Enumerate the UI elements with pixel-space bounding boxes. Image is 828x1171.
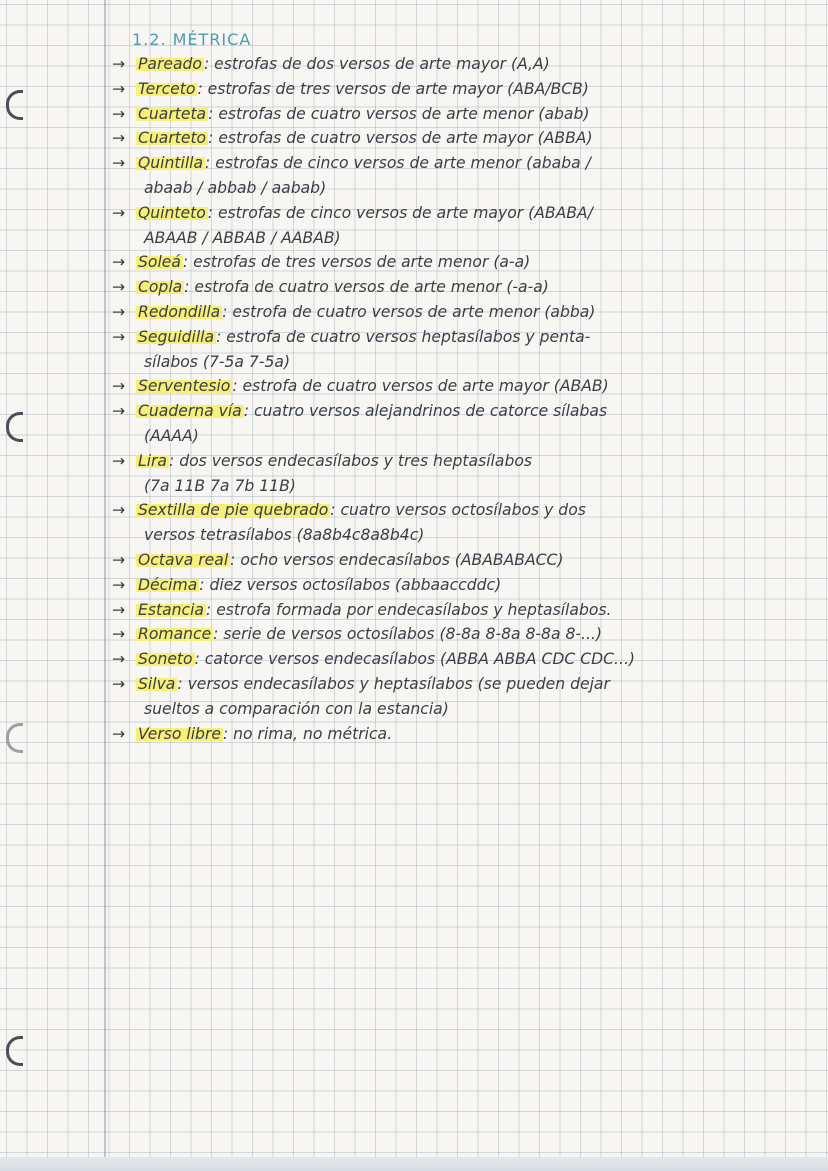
page-title: 1.2. MÉTRICA: [132, 30, 252, 49]
note-entry: [112, 598, 824, 623]
margin-line: [104, 0, 106, 1171]
term-definition: : estrofa formada por endecasílabos y heptasílabos.: [206, 600, 612, 619]
note-entry: [112, 126, 824, 151]
term-definition: : estrofas de cinco versos de arte mayor (ABABA/: [207, 203, 593, 222]
highlighted-term: Sextilla de pie quebrado: [138, 501, 329, 520]
note-entry: [112, 250, 824, 275]
note-entry: [112, 647, 824, 672]
term-definition: : estrofa de cuatro versos de arte menor (-a-a): [184, 278, 549, 297]
term-definition: : cuatro versos alejandrinos de catorce sílabas: [243, 402, 608, 421]
highlighted-term: Cuarteta: [138, 104, 207, 123]
highlighted-term: Cuarteto: [138, 129, 207, 148]
arrow-right-icon: →: [112, 650, 126, 669]
definition-continuation: ABAAB / ABBAB / AABAB): [144, 228, 341, 247]
note-entry: [112, 300, 824, 325]
arrow-right-icon: →: [112, 253, 126, 272]
highlighted-term: Estancia: [138, 600, 204, 619]
arrow-right-icon: →: [112, 327, 126, 346]
highlighted-term: Octava real: [138, 550, 229, 569]
highlighted-term: Romance: [138, 625, 212, 644]
term-definition: : estrofa de cuatro versos de arte mayor (ABAB): [232, 377, 609, 396]
highlighted-term: Redondilla: [138, 302, 221, 321]
highlighted-term: Pareado: [138, 55, 202, 73]
term-definition: : diez versos octosílabos (abbaaccddc): [199, 575, 502, 594]
arrow-right-icon: →: [112, 129, 126, 148]
note-entry: [112, 548, 824, 573]
definition-continuation: sueltos a comparación con la estancia): [144, 699, 449, 718]
highlighted-term: Copla: [138, 278, 183, 297]
binder-ring-hole: [6, 723, 23, 753]
highlighted-term: Cuaderna vía: [138, 402, 242, 421]
notes-list: [112, 52, 824, 746]
term-definition: : versos endecasílabos y heptasílabos (se pueden dejar: [177, 674, 610, 693]
arrow-right-icon: →: [112, 600, 126, 619]
term-definition: : catorce versos endecasílabos (ABBA ABBA CDC CDC...): [194, 650, 635, 669]
highlighted-term: Terceto: [138, 79, 196, 98]
arrow-right-icon: →: [112, 674, 126, 693]
note-entry: [112, 573, 824, 598]
arrow-right-icon: →: [112, 402, 126, 421]
highlighted-term: Soneto: [138, 650, 193, 669]
arrow-right-icon: →: [112, 501, 126, 520]
highlighted-term: Décima: [138, 575, 198, 594]
note-entry: [112, 151, 824, 176]
term-definition: : estrofas de tres versos de arte mayor (ABA/BCB): [197, 79, 589, 98]
highlighted-term: Quinteto: [138, 203, 206, 222]
note-entry: [112, 722, 824, 747]
note-entry: [112, 102, 824, 127]
highlighted-term: Verso libre: [138, 724, 221, 743]
page-bottom-edge: [0, 1157, 828, 1171]
term-definition: : estrofas de dos versos de arte mayor (A,A): [203, 55, 550, 73]
term-definition: : estrofas de tres versos de arte menor (a-a): [182, 253, 531, 272]
arrow-right-icon: →: [112, 302, 126, 321]
highlighted-term: Serventesio: [138, 377, 231, 396]
note-entry: [112, 498, 824, 523]
term-definition: : estrofas de cuatro versos de arte mayor (ABBA): [208, 129, 593, 148]
highlighted-term: Soleá: [138, 253, 181, 272]
arrow-right-icon: →: [112, 377, 126, 396]
term-definition: : estrofa de cuatro versos de arte menor (abba): [222, 302, 596, 321]
highlighted-term: Lira: [138, 451, 167, 470]
term-definition: : estrofa de cuatro versos heptasílabos y penta-: [216, 327, 591, 346]
term-definition: : cuatro versos octosílabos y dos: [330, 501, 586, 520]
arrow-right-icon: →: [112, 154, 126, 173]
note-entry: [112, 275, 824, 300]
note-entry: [112, 399, 824, 424]
term-definition: : estrofas de cinco versos de arte menor (ababa /: [205, 154, 591, 173]
note-entry: [112, 325, 824, 350]
note-entry: [112, 77, 824, 102]
arrow-right-icon: →: [112, 104, 126, 123]
highlighted-term: Seguidilla: [138, 327, 215, 346]
arrow-right-icon: →: [112, 203, 126, 222]
note-entry: [112, 201, 824, 226]
note-entry: [112, 52, 824, 77]
definition-continuation: abaab / abbab / aabab): [144, 178, 327, 197]
arrow-right-icon: →: [112, 625, 126, 644]
arrow-right-icon: →: [112, 575, 126, 594]
term-definition: : estrofas de cuatro versos de arte menor (abab): [208, 104, 590, 123]
binder-ring-hole: [6, 412, 23, 442]
note-entry: [112, 449, 824, 474]
binder-ring-hole: [6, 90, 23, 120]
definition-continuation: (AAAA): [144, 426, 199, 445]
definition-continuation: (7a 11B 7a 7b 11B): [144, 476, 296, 495]
arrow-right-icon: →: [112, 724, 126, 743]
arrow-right-icon: →: [112, 55, 126, 73]
term-definition: : ocho versos endecasílabos (ABABABACC): [230, 550, 564, 569]
term-definition: : serie de versos octosílabos (8-8a 8-8a 8-8a 8-...): [213, 625, 602, 644]
highlighted-term: Silva: [138, 674, 176, 693]
arrow-right-icon: →: [112, 550, 126, 569]
term-definition: : dos versos endecasílabos y tres heptasílabos: [169, 451, 533, 470]
definition-continuation: versos tetrasílabos (8a8b4c8a8b4c): [144, 526, 425, 545]
note-entry: [112, 622, 824, 647]
note-entry: [112, 374, 824, 399]
arrow-right-icon: →: [112, 79, 126, 98]
definition-continuation: sílabos (7-5a 7-5a): [144, 352, 291, 371]
note-entry: [112, 672, 824, 697]
term-definition: : no rima, no métrica.: [222, 724, 393, 743]
binder-ring-hole: [6, 1036, 23, 1066]
highlighted-term: Quintilla: [138, 154, 204, 173]
arrow-right-icon: →: [112, 451, 126, 470]
arrow-right-icon: →: [112, 278, 126, 297]
